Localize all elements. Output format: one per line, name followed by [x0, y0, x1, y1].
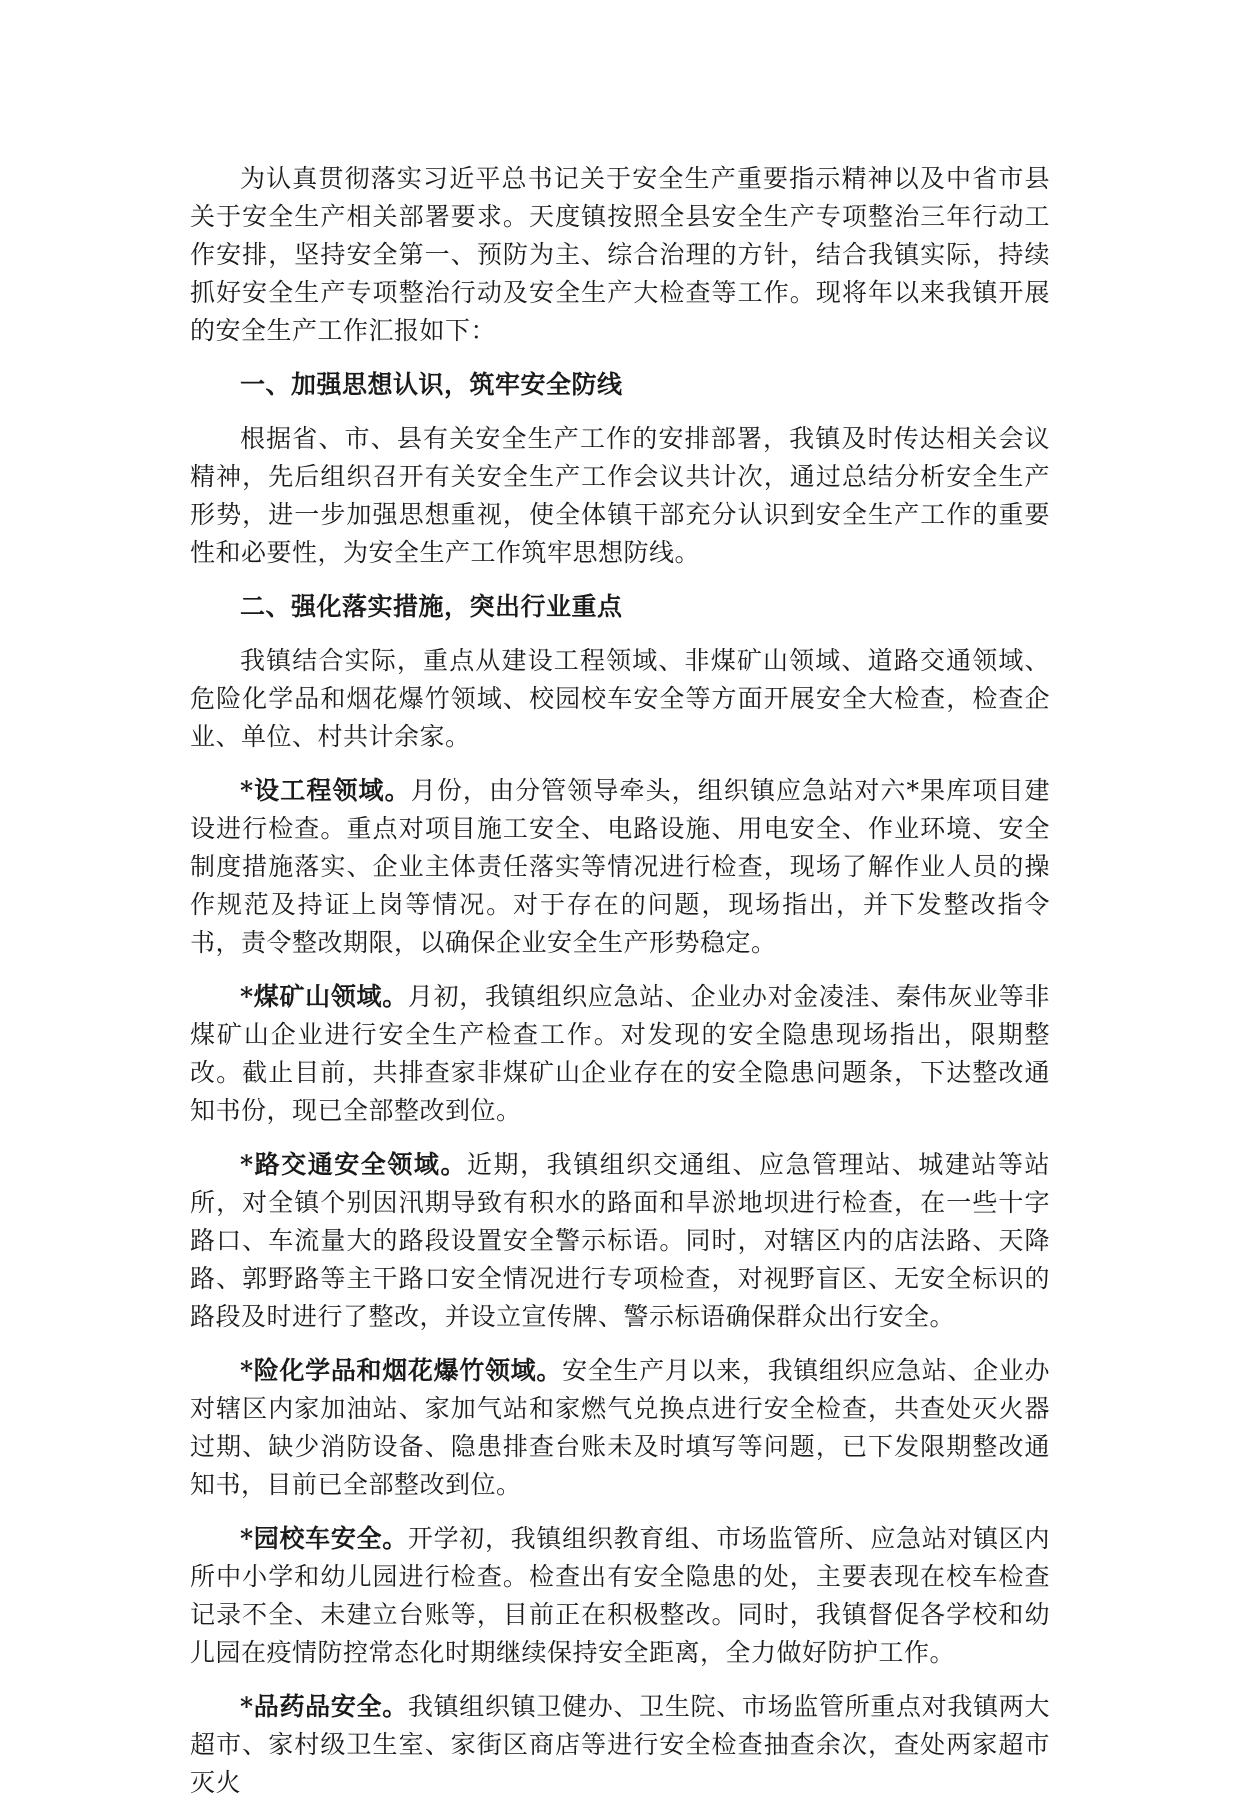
section-1-heading: 一、加强思想认识，筑牢安全防线 [240, 370, 623, 399]
item-text: 我镇组织镇卫健办、卫生院、市场监管所重点对我镇两大超市、家村级卫生室、家街区商店等进行安全检查抽查余次，查处两家超市灭火 [190, 1692, 1050, 1797]
item-road-traffic [190, 1146, 1050, 1336]
item-mining [190, 978, 1050, 1130]
item-lead: *路交通安全领域。 [240, 1150, 467, 1179]
item-hazardous-chemicals [190, 1352, 1050, 1504]
item-text: 开学初，我镇组织教育组、市场监管所、应急站对镇区内所中小学和幼儿园进行检查。检查出有安全隐患的处，主要表现在校车检查记录不全、未建立台账等，目前正在积极整改。同时，我镇督促各学校和幼儿园在疫情防控常态化时期继续保持安全距离，全力做好防护工作。 [190, 1524, 1050, 1667]
intro-paragraph: 为认真贯彻落实习近平总书记关于安全生产重要指示精神以及中省市县关于安全生产相关部署要求。天度镇按照全县安全生产专项整治三年行动工作安排，坚持安全第一、预防为主、综合治理的方针，结合我镇实际，持续抓好安全生产专项整治行动及安全生产大检查等工作。现将年以来我镇开展的安全生产工作汇报如下： [190, 164, 1050, 345]
section-1-paragraph: 根据省、市、县有关安全生产工作的安排部署，我镇及时传达相关会议精神，先后组织召开有关安全生产工作会议共计次，通过总结分析安全生产形势，进一步加强思想重视，使全体镇干部充分认识到安全生产工作的重要性和必要性，为安全生产工作筑牢思想防线。 [190, 424, 1050, 567]
item-lead: *煤矿山领域。 [240, 982, 408, 1011]
item-lead: *园校车安全。 [240, 1524, 408, 1553]
item-text: 近期，我镇组织交通组、应急管理站、城建站等站所，对全镇个别因汛期导致有积水的路面和旱淤地坝进行检查，在一些十字路口、车流量大的路段设置安全警示标语。同时，对辖区内的店法路、天降路、郭野路等主干路口安全情况进行专项检查，对视野盲区、无安全标识的路段及时进行了整改，并设立宣传牌、警示标语确保群众出行安全。 [190, 1150, 1050, 1331]
section-2-paragraph: 我镇结合实际，重点从建设工程领域、非煤矿山领域、道路交通领域、危险化学品和烟花爆竹领域、校园校车安全等方面开展安全大检查，检查企业、单位、村共计余家。 [190, 646, 1050, 751]
document-body [190, 160, 1050, 1818]
item-text: 月初，我镇组织应急站、企业办对金凌洼、秦伟灰业等非煤矿山企业进行安全生产检查工作。对发现的安全隐患现场指出，限期整改。截止目前，共排查家非煤矿山企业存在的安全隐患问题条，下达整改通知书份，现已全部整改到位。 [190, 982, 1050, 1125]
item-text: 安全生产月以来，我镇组织应急站、企业办对辖区内家加油站、家加气站和家燃气兑换点进行安全检查，共查处灭火器过期、缺少消防设备、隐患排查台账未及时填写等问题，已下发限期整改通知书，目前已全部整改到位。 [190, 1356, 1050, 1499]
item-text: 月份，由分管领导牵头，组织镇应急站对六*果库项目建设进行检查。重点对项目施工安全、电路设施、用电安全、作业环境、安全制度措施落实、企业主体责任落实等情况进行检查，现场了解作业人员的操作规范及持证上岗等情况。对于存在的问题，现场指出，并下发整改指令书，责令整改期限，以确保企业安全生产形势稳定。 [190, 776, 1050, 957]
item-lead: *险化学品和烟花爆竹领域。 [240, 1356, 563, 1385]
item-construction [190, 772, 1050, 962]
item-school-bus [190, 1520, 1050, 1672]
section-2-heading: 二、强化落实措施，突出行业重点 [240, 592, 623, 621]
item-lead: *品药品安全。 [240, 1692, 408, 1721]
item-lead: *设工程领域。 [240, 776, 411, 805]
item-food-drug [190, 1688, 1050, 1802]
